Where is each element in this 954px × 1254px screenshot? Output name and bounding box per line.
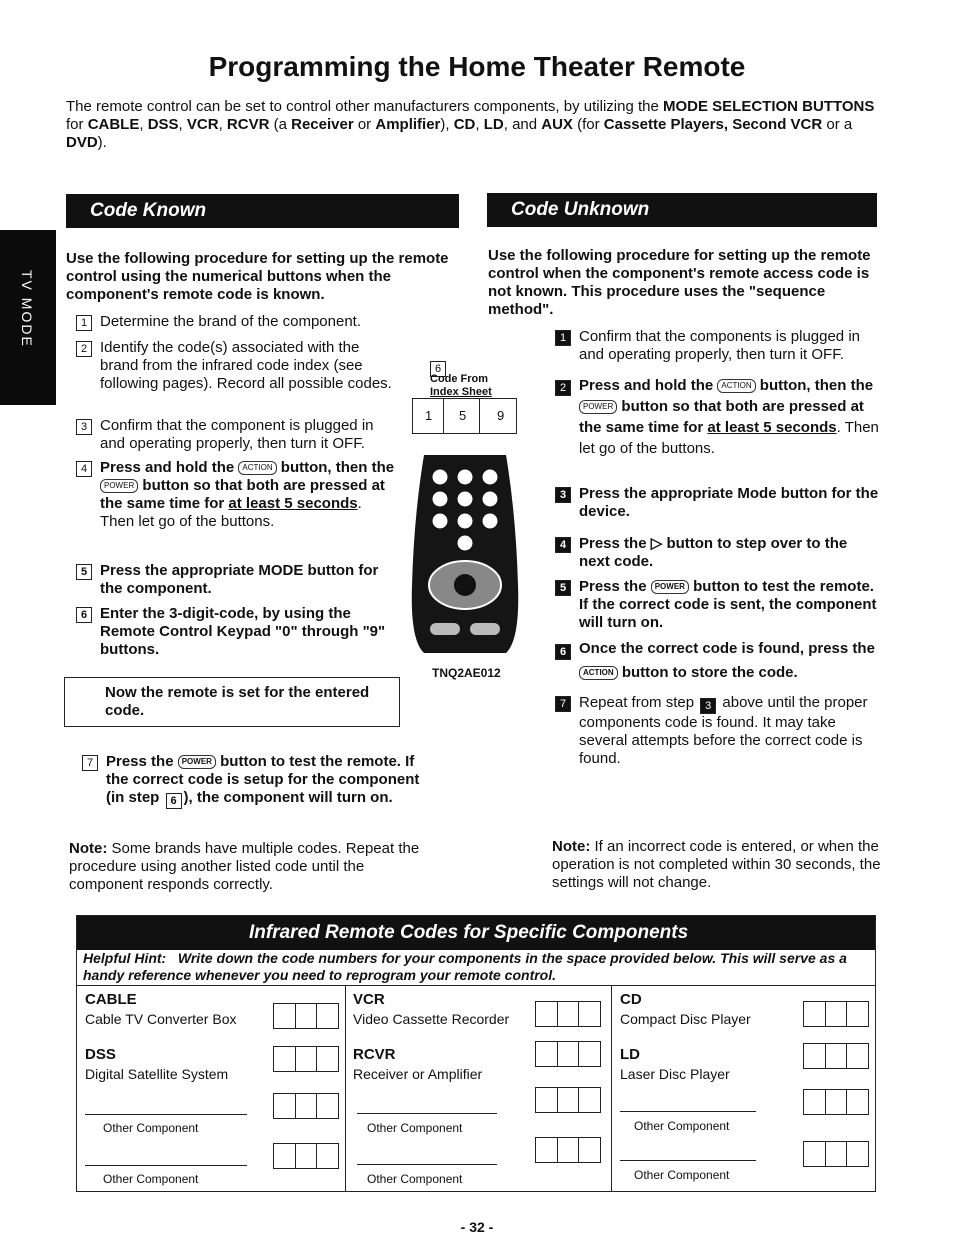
known-step-2: 2 Identify the code(s) associated with the brand from the infrared code index (see following pages). Record all possible codes. <box>76 337 398 393</box>
ir-codes-section <box>76 915 876 1192</box>
other-component-label: Other Component <box>367 1121 463 1135</box>
vcr-desc: Video Cassette Recorder <box>353 1011 510 1027</box>
code-known-heading: Code Known <box>66 194 459 228</box>
code-unknown-lead: Use the following procedure for setting up the remote control when the component's remote access code is not known. This procedure uses the "sequence method". <box>488 247 871 318</box>
known-step-5: 5 Press the appropriate MODE button for the component. <box>76 560 398 598</box>
code-digit: 9 <box>497 408 505 423</box>
unknown-step-6: 6 Once the correct code is found, press the ACTION button to store the code. <box>555 637 879 685</box>
ld-desc: Laser Disc Player <box>620 1066 730 1082</box>
known-step-4: 4 Press and hold the ACTION button, then the POWER button so that both are pressed at the same time for at least 5 seconds. Then let go of the buttons. <box>76 457 398 531</box>
ld-code-field[interactable] <box>803 1043 869 1069</box>
cd-label: CD <box>620 991 642 1008</box>
cable-desc: Cable TV Converter Box <box>85 1011 237 1027</box>
known-step-6: 6 Enter the 3-digit-code, by using the Remote Control Keypad "0" through "9" buttons. <box>76 603 398 659</box>
other-code-field[interactable] <box>273 1093 339 1119</box>
action-button-icon: ACTION <box>579 666 618 680</box>
cd-desc: Compact Disc Player <box>620 1011 751 1027</box>
page-title: Programming the Home Theater Remote <box>208 51 746 82</box>
side-tab <box>0 230 56 405</box>
code-index-box <box>412 398 517 434</box>
unknown-step-3: 3 Press the appropriate Mode button for the device. <box>555 483 879 521</box>
side-tab-label: TV MODE <box>19 270 35 348</box>
dss-desc: Digital Satellite System <box>85 1066 229 1082</box>
power-button-icon: POWER <box>579 400 617 414</box>
other-component-label: Other Component <box>103 1172 199 1186</box>
power-button-icon: POWER <box>651 580 689 594</box>
figure-caption-2: Index Sheet <box>430 386 492 398</box>
dss-code-field[interactable] <box>273 1046 339 1072</box>
known-step-1: 1 Determine the brand of the component. <box>76 311 406 331</box>
other-code-field[interactable] <box>273 1143 339 1169</box>
other-component-label: Other Component <box>103 1121 199 1135</box>
known-step-7: 7 Press the POWER button to test the remote. If the correct code is setup for the component (in step 6 ), the component will turn on. <box>82 751 434 809</box>
code-known-lead: Use the following procedure for setting up the remote control using the numerical buttons when the component's remote code is known. <box>66 250 449 303</box>
unknown-note: Note: If an incorrect code is entered, or when the operation is not completed within 30 seconds, the settings will not change. <box>552 838 881 891</box>
other-component-label: Other Component <box>634 1168 730 1182</box>
unknown-step-7: 7 Repeat from step 3 above until the proper components code is found. It may take several attempts before the correct code is found. <box>555 692 879 768</box>
unknown-step-1: 1 Confirm that the components is plugged in and operating properly, then turn it OFF. <box>555 326 879 364</box>
cd-code-field[interactable] <box>803 1001 869 1027</box>
figure-caption-1: Code From <box>430 373 489 385</box>
figure-step-ref: 6 <box>430 357 452 377</box>
other-code-field[interactable] <box>803 1089 869 1115</box>
other-code-field[interactable] <box>803 1141 869 1167</box>
known-note: Note: Some brands have multiple codes. Repeat the procedure using another listed code until the component responds correctly. <box>69 840 420 893</box>
ld-label: LD <box>620 1046 640 1063</box>
page-number: - 32 - <box>460 1219 494 1235</box>
power-button-icon: POWER <box>100 479 138 493</box>
other-code-field[interactable] <box>535 1087 601 1113</box>
vcr-label: VCR <box>353 991 385 1008</box>
cable-code-field[interactable] <box>273 1003 339 1029</box>
other-component-label: Other Component <box>634 1119 730 1133</box>
dss-label: DSS <box>85 1046 116 1063</box>
code-digit: 5 <box>459 408 467 423</box>
rcvr-desc: Receiver or Amplifier <box>353 1066 483 1082</box>
remote-control-illustration <box>410 455 520 655</box>
code-digit: 1 <box>425 408 433 423</box>
other-code-field[interactable] <box>535 1137 601 1163</box>
helpful-hint: Helpful Hint: Write down the code numbers for your components in the space provided below. This will serve as a handy reference whenever you need to reprogram your remote control. <box>83 950 847 983</box>
known-note-box: Now the remote is set for the entered code. <box>64 677 400 727</box>
code-unknown-heading: Code Unknown <box>487 193 877 227</box>
vcr-code-field[interactable] <box>535 1001 601 1027</box>
power-button-icon: POWER <box>178 755 216 769</box>
ir-codes-heading: Infrared Remote Codes for Specific Components <box>77 916 875 950</box>
rcvr-label: RCVR <box>353 1046 396 1063</box>
unknown-step-5: 5 Press the POWER button to test the remote. If the correct code is sent, the component will turn on. <box>555 576 879 632</box>
other-component-label: Other Component <box>367 1172 463 1186</box>
figure-part-number: TNQ2AE012 <box>432 666 501 680</box>
action-button-icon: ACTION <box>717 379 755 393</box>
intro-paragraph: The remote control can be set to control other manufacturers components, by utilizing the MODE SELECTION BUTTONS for CABLE, DSS, VCR, RCVR (a Receiver or Amplifier), CD, LD, and AUX (for Cassette Players, Second VCR or a DVD). <box>66 98 875 151</box>
action-button-icon: ACTION <box>238 461 276 475</box>
unknown-step-2: 2 Press and hold the ACTION button, then the POWER button so that both are pressed at the same time for at least 5 seconds. Then let go of the buttons. <box>555 374 879 459</box>
known-step-3: 3 Confirm that the component is plugged in and operating properly, then turn it OFF. <box>76 415 398 453</box>
next-arrow-icon: ▷ <box>650 535 663 552</box>
rcvr-code-field[interactable] <box>535 1041 601 1067</box>
cable-label: CABLE <box>85 991 137 1008</box>
unknown-step-4: 4 Press the ▷ button to step over to the next code. <box>555 533 879 571</box>
